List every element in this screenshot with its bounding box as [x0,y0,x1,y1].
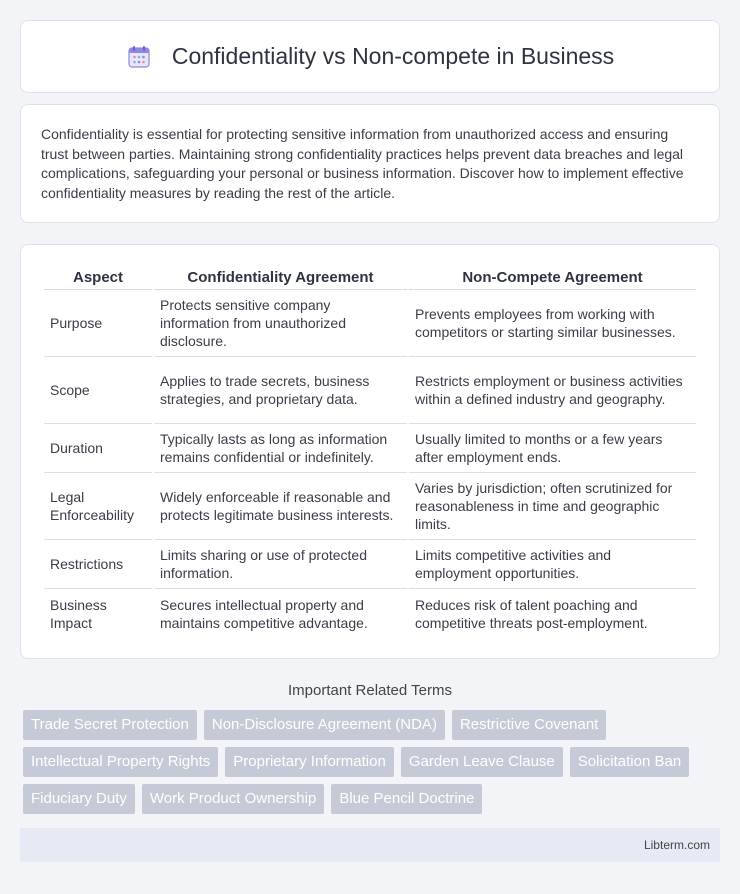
cell-confidentiality: Typically lasts as long as information remains confidential or indefinitely. [154,424,407,473]
cell-confidentiality: Protects sensitive company information from unauthorized disclosure. [154,290,407,357]
title-card [20,20,720,93]
intro-card [20,104,720,223]
table-row [44,473,696,540]
cell-confidentiality: Applies to trade secrets, business strategies, and proprietary data. [154,357,407,424]
term-tag[interactable]: Intellectual Property Rights [23,747,218,777]
cell-aspect: Legal Enforceability [44,473,152,540]
term-tag[interactable]: Fiduciary Duty [23,784,135,814]
cell-confidentiality: Widely enforceable if reasonable and protects legitimate business interests. [154,473,407,540]
term-tag[interactable]: Restrictive Covenant [452,710,606,740]
table-row [44,540,696,589]
cell-aspect: Business Impact [50,596,107,631]
cell-noncompete: Limits competitive activities and employment opportunities. [409,540,696,589]
related-terms-heading: Important Related Terms [288,682,452,699]
cell-noncompete: Reduces risk of talent poaching and competitive threats post-employment. [415,596,648,631]
table-row [44,357,696,424]
comparison-table-card [20,244,720,659]
calendar-icon [126,44,152,70]
cell-aspect: Scope [44,357,152,424]
header-noncompete: Non-Compete Agreement [409,265,696,290]
term-tag[interactable]: Work Product Ownership [142,784,324,814]
cell-noncompete: Varies by jurisdiction; often scrutinized for reasonableness in time and geographic limits. [409,473,696,540]
term-tag[interactable]: Solicitation Ban [570,747,689,777]
table-row [44,589,696,638]
cell-aspect: Duration [44,424,152,473]
cell-noncompete: Prevents employees from working with competitors or starting similar businesses. [409,290,696,357]
related-terms-list [20,710,720,814]
comparison-table [42,265,698,638]
page-title: Confidentiality vs Non-compete in Business [171,43,615,69]
footer-site-link[interactable]: Libterm.com [643,838,710,852]
term-tag[interactable]: Garden Leave Clause [401,747,563,777]
cell-noncompete: Usually limited to months or a few years after employment ends. [409,424,696,473]
intro-paragraph: Confidentiality is essential for protecting sensitive information from unauthorized access and ensuring trust between parties. Maintaining strong confidentiality practices helps prevent data breaches and legal complications, safeguarding your personal or business information. Discover how to implement effective confidentiality measures by reading the rest of the article. [41,126,684,201]
cell-confidentiality: Secures intellectual property and maintains competitive advantage. [160,596,368,631]
cell-aspect: Purpose [44,290,152,357]
header-confidentiality: Confidentiality Agreement [154,265,407,290]
term-tag[interactable]: Non-Disclosure Agreement (NDA) [204,710,445,740]
cell-aspect: Restrictions [44,540,152,589]
header-aspect: Aspect [44,265,152,290]
term-tag[interactable]: Proprietary Information [225,747,394,777]
term-tag[interactable]: Trade Secret Protection [23,710,197,740]
cell-noncompete: Restricts employment or business activities within a defined industry and geography. [409,357,696,424]
cell-confidentiality: Limits sharing or use of protected information. [154,540,407,589]
table-header-row [44,265,696,290]
footer [20,828,720,862]
table-row [44,290,696,357]
term-tag[interactable]: Blue Pencil Doctrine [331,784,482,814]
table-row [44,424,696,473]
